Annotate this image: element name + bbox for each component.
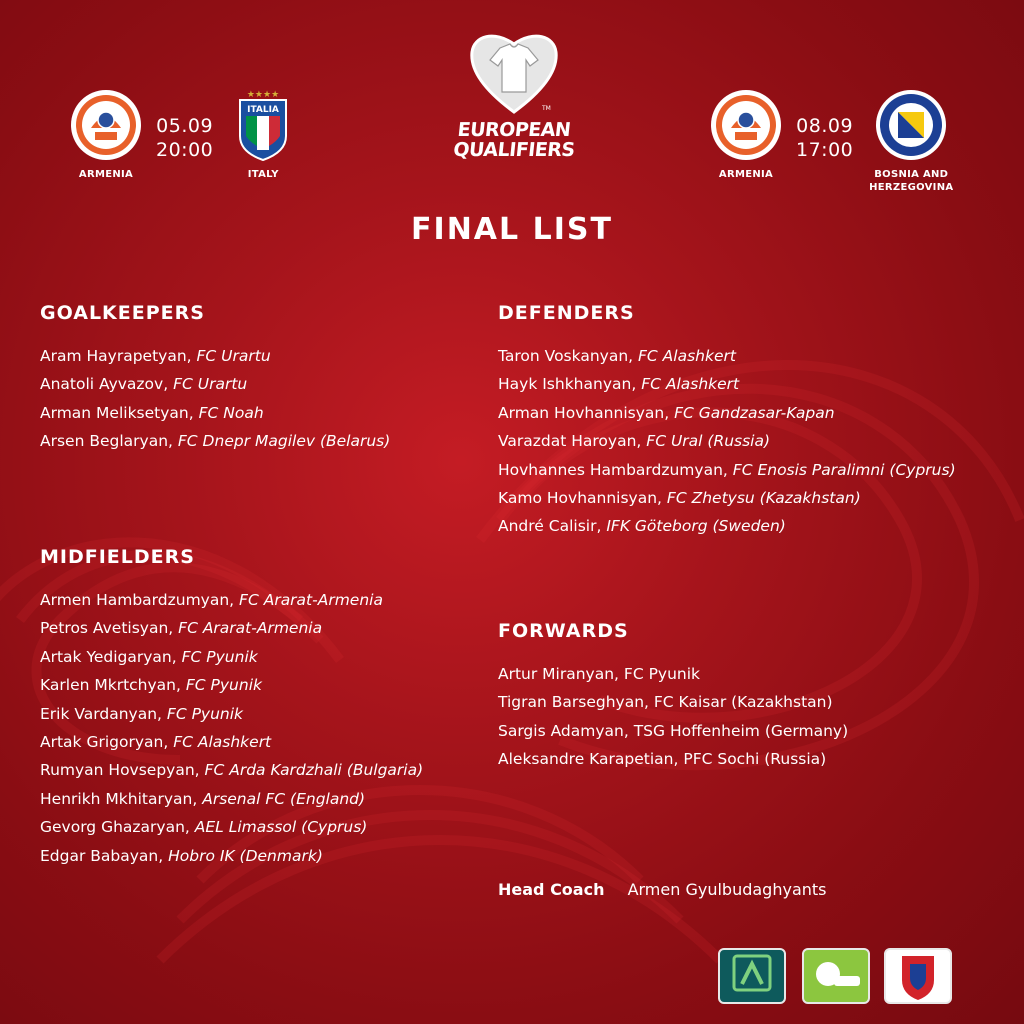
- team-name-line1: BOSNIA AND: [874, 169, 949, 180]
- player-row: [40, 370, 390, 398]
- match-date: 08.09: [796, 115, 854, 137]
- head-coach: [498, 880, 827, 899]
- head-coach-label: Head Coach: [498, 880, 605, 899]
- player-name: André Calisir,: [498, 517, 602, 536]
- player-name: Kamo Hovhannisyan,: [498, 489, 662, 508]
- italy-crest-icon: [226, 88, 300, 162]
- team-name: ARMENIA: [718, 169, 774, 180]
- player-name: Erik Vardanyan,: [40, 704, 162, 723]
- player-row: [40, 671, 423, 699]
- player-name: Armen Hambardzumyan,: [40, 591, 235, 609]
- player-row: [498, 342, 956, 370]
- logo-line-1: EUROPEAN: [456, 119, 572, 141]
- section-forwards: [498, 620, 848, 774]
- player-club: FC Alashkert: [641, 375, 740, 394]
- player-row: [498, 688, 848, 716]
- match-time: 17:00: [796, 139, 854, 161]
- match-armenia-bosnia: [706, 88, 959, 194]
- player-row: [40, 756, 423, 784]
- section-heading: GOALKEEPERS: [40, 302, 205, 324]
- player-club: FC Alashkert: [173, 733, 272, 752]
- player-name: Tigran Barseghyan, FC Kaisar (Kazakhstan): [498, 693, 833, 712]
- player-club: Hobro IK (Denmark): [168, 846, 323, 865]
- bosnia-crest-icon: [874, 88, 948, 162]
- team-bosnia: [863, 88, 959, 194]
- ucom-logo-icon: [804, 950, 868, 1002]
- player-name: Rumyan Hovsepyan,: [40, 761, 200, 780]
- player-club: FC Noah: [198, 403, 264, 422]
- player-name: Petros Avetisyan,: [40, 619, 174, 638]
- svg-text:★★★★: ★★★★: [247, 90, 280, 100]
- player-row: [40, 700, 423, 728]
- player-name: Aram Hayrapetyan,: [40, 347, 192, 365]
- section-heading: FORWARDS: [498, 620, 629, 642]
- team-armenia-2: [706, 88, 786, 181]
- player-row: [498, 660, 848, 688]
- player-name: Artak Grigoryan,: [40, 733, 169, 752]
- player-name: Hovhannes Hambardzumyan,: [498, 460, 728, 479]
- federation-sponsor-logo: [884, 948, 952, 1004]
- match-date: 05.09: [156, 115, 214, 137]
- player-name: Gevorg Ghazaryan,: [40, 818, 190, 837]
- player-name: Aleksandre Karapetian, PFC Sochi (Russia): [498, 750, 827, 769]
- player-name: Henrikh Mkhitaryan,: [40, 789, 198, 808]
- player-row: [498, 399, 956, 427]
- player-row: [40, 399, 390, 427]
- player-row: [40, 614, 423, 642]
- armenia-crest-icon: [709, 88, 783, 162]
- player-club: FC Ararat-Armenia: [178, 619, 323, 638]
- player-row: [40, 643, 423, 671]
- match-datetime: [796, 114, 853, 162]
- head-coach-name: Armen Gyulbudaghyants: [627, 880, 827, 899]
- player-club: FC Dnepr Magilev (Belarus): [177, 432, 391, 451]
- player-row: [40, 813, 423, 841]
- svg-text:TM: TM: [542, 105, 551, 112]
- player-club: FC Urartu: [196, 347, 271, 365]
- player-club: Arsenal FC (England): [202, 789, 366, 808]
- european-qualifiers-logo: [444, 26, 584, 160]
- team-name: ITALY: [247, 169, 279, 180]
- player-name: Karlen Mkrtchyan,: [40, 676, 181, 695]
- logo-line-2: QUALIFIERS: [452, 139, 576, 161]
- armenia-crest-icon: [69, 88, 143, 162]
- page-title: FINAL LIST: [411, 212, 613, 247]
- player-name: Edgar Babayan,: [40, 846, 164, 865]
- player-row: [40, 785, 423, 813]
- team-armenia-1: [66, 88, 146, 181]
- player-club: AEL Limassol (Cyprus): [194, 818, 368, 837]
- player-row: [40, 728, 423, 756]
- player-row: [40, 586, 423, 614]
- section-goalkeepers: [40, 302, 390, 456]
- player-row: [498, 427, 956, 455]
- player-name: Varazdat Haroyan,: [498, 432, 642, 451]
- ucom-sponsor-logo: [802, 948, 870, 1004]
- player-club: FC Alashkert: [638, 347, 736, 365]
- player-name: Sargis Adamyan, TSG Hoffenheim (Germany): [498, 721, 849, 740]
- player-club: FC Zhetysu (Kazakhstan): [666, 489, 861, 508]
- player-club: FC Urartu: [173, 375, 248, 394]
- player-club: IFK Göteborg (Sweden): [606, 517, 786, 536]
- player-club: FC Pyunik: [185, 676, 262, 695]
- player-name: Hayk Ishkhanyan,: [498, 375, 637, 394]
- section-defenders: [498, 302, 956, 541]
- player-row: [498, 456, 956, 484]
- player-row: [498, 370, 956, 398]
- player-row: [498, 717, 848, 745]
- match-armenia-italy: [66, 88, 303, 181]
- player-club: FC Pyunik: [166, 704, 244, 723]
- player-row: [498, 512, 956, 540]
- bank-sponsor-logo: [718, 948, 786, 1004]
- player-club: FC Gandzasar-Kapan: [674, 403, 835, 422]
- section-heading: MIDFIELDERS: [40, 546, 195, 568]
- player-row: [40, 427, 390, 455]
- player-name: Arman Meliksetyan,: [40, 403, 194, 422]
- bank-logo-icon: [720, 950, 784, 1002]
- player-row: [40, 342, 390, 370]
- team-name-line2: HERZEGOVINA: [869, 182, 954, 193]
- section-heading: DEFENDERS: [498, 302, 635, 324]
- jersey-heart-icon: [464, 26, 564, 116]
- match-datetime: [156, 114, 213, 162]
- player-name: Artak Yedigaryan,: [40, 647, 177, 666]
- player-club: FC Arda Kardzhali (Bulgaria): [204, 761, 424, 780]
- team-name: ARMENIA: [78, 169, 134, 180]
- player-club: FC Enosis Paralimni (Cyprus): [732, 460, 956, 479]
- player-club: FC Pyunik: [181, 647, 258, 666]
- italy-crest-text: ITALIA: [247, 105, 280, 115]
- team-italy: [223, 88, 303, 181]
- player-name: Artur Miranyan, FC Pyunik: [498, 665, 701, 683]
- player-name: Arsen Beglaryan,: [40, 432, 173, 451]
- player-club: FC Ural (Russia): [646, 432, 771, 451]
- player-name: Arman Hovhannisyan,: [498, 403, 670, 422]
- player-club: FC Ararat-Armenia: [239, 591, 383, 609]
- match-time: 20:00: [156, 139, 214, 161]
- player-row: [498, 484, 956, 512]
- federation-logo-icon: [886, 950, 950, 1002]
- player-row: [498, 745, 848, 773]
- player-name: Taron Voskanyan,: [498, 347, 634, 365]
- section-midfielders: [40, 546, 423, 870]
- player-row: [40, 842, 423, 870]
- player-name: Anatoli Ayvazov,: [40, 375, 169, 394]
